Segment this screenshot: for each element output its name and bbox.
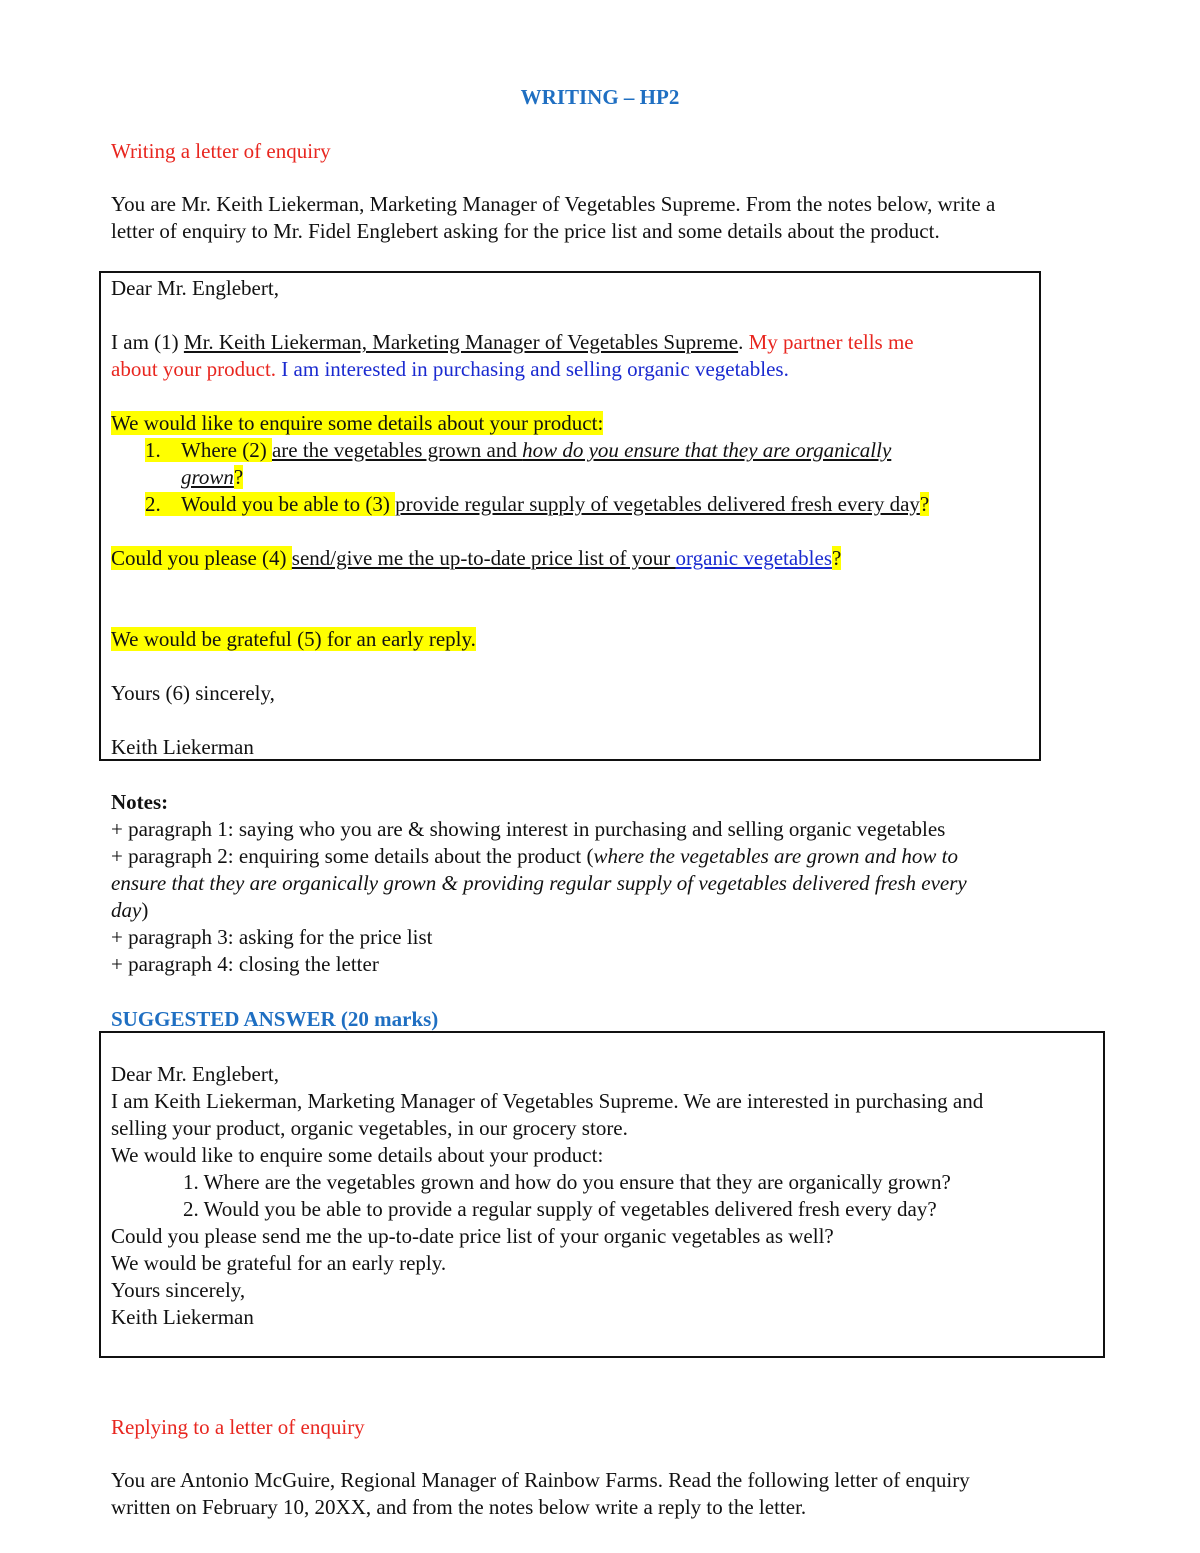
item-1-number: 1. Where (2) (145, 438, 272, 462)
suggested-line-1: Dear Mr. Englebert, (111, 1062, 279, 1086)
letter-paragraph-3 (111, 545, 841, 572)
letter-item-1-line-1 (145, 437, 891, 464)
answer-2a: are the vegetables grown and (271, 438, 523, 462)
suggested-line-2: I am Keith Liekerman, Marketing Manager of Vegetables Supreme. We are interested in purchasing and (111, 1089, 984, 1113)
highlighted-intro: We would like to enquire some details about your product: (111, 411, 604, 435)
letter-paragraph-1-line-2 (111, 356, 789, 383)
letter-item-1-line-2 (181, 464, 243, 491)
blank-label: I am (1) (111, 330, 184, 354)
letter-closing: Yours (6) sincerely, (111, 681, 275, 705)
page-title: WRITING – HP2 (520, 85, 680, 109)
letter-paragraph-2-intro (111, 410, 603, 437)
grateful-text: We would be grateful (5) for an early reply. (111, 627, 476, 651)
item-2-number: 2. Would you be able to (3) (145, 492, 396, 516)
suggested-line-7: Could you please send me the up-to-date price list of your organic vegetables as well? (111, 1224, 834, 1248)
suggested-line-10: Keith Liekerman (111, 1305, 254, 1329)
partner-text: My partner tells me (748, 330, 914, 354)
suggested-line-9: Yours sincerely, (111, 1278, 246, 1302)
letter-item-2 (145, 491, 929, 518)
suggested-line-6: 2. Would you be able to provide a regular supply of vegetables delivered fresh every day? (183, 1197, 937, 1221)
period: . (738, 330, 749, 354)
answer-1: Mr. Keith Liekerman, Marketing Manager of Vegetables Supreme (183, 330, 739, 354)
section2-intro-line-2: written on February 10, 20XX, and from the notes below write a reply to the letter. (111, 1495, 807, 1519)
partner-text-cont: about your product. (111, 357, 277, 381)
answer-4: send/give me the up-to-date price list of your (291, 546, 676, 570)
letter-salutation: Dear Mr. Englebert, (111, 276, 279, 300)
request-text: Could you please (4) (111, 546, 292, 570)
question-mark: ? (832, 546, 842, 570)
note-4: + paragraph 4: closing the letter (111, 952, 379, 976)
suggested-line-8: We would be grateful for an early reply. (111, 1251, 447, 1275)
answer-3: provide regular supply of vegetables delivered fresh every day (395, 492, 920, 516)
section-heading-reply: Replying to a letter of enquiry (111, 1415, 365, 1439)
note-2-line-1: + paragraph 2: enquiring some details about the product (where the vegetables are grown and how to (111, 844, 958, 868)
organic-vegetables-link[interactable]: organic vegetables (675, 546, 832, 570)
suggested-line-3: selling your product, organic vegetables, in our grocery store. (111, 1116, 628, 1140)
note-2-line-2: ensure that they are organically grown & providing regular supply of vegetables delivered fresh every (111, 871, 967, 895)
notes-heading: Notes: (111, 790, 169, 814)
section-intro-line-2: letter of enquiry to Mr. Fidel Englebert asking for the price list and some details about the product. (111, 219, 940, 243)
answer-2b: how do you ensure that they are organically (522, 438, 892, 462)
suggested-answer-heading: SUGGESTED ANSWER (20 marks) (111, 1007, 439, 1031)
suggested-line-5: 1. Where are the vegetables grown and how do you ensure that they are organically grown? (183, 1170, 951, 1194)
suggested-line-4: We would like to enquire some details about your product: (111, 1143, 604, 1167)
question-mark: ? (919, 492, 930, 516)
section-intro-line-1: You are Mr. Keith Liekerman, Marketing Manager of Vegetables Supreme. From the notes below, write a (111, 192, 996, 216)
note-2-line-3: day) (111, 898, 149, 922)
letter-paragraph-1-line-1 (111, 329, 914, 356)
section2-intro-line-1: You are Antonio McGuire, Regional Manager of Rainbow Farms. Read the following letter of enquiry (111, 1468, 970, 1492)
interest-text: I am interested in purchasing and selling organic vegetables. (276, 357, 789, 381)
letter-paragraph-4 (111, 626, 476, 653)
section-heading-enquiry: Writing a letter of enquiry (111, 139, 331, 163)
note-3: + paragraph 3: asking for the price list (111, 925, 433, 949)
letter-signature: Keith Liekerman (111, 735, 254, 759)
note-1: + paragraph 1: saying who you are & showing interest in purchasing and selling organic vegetables (111, 817, 946, 841)
question-mark: ? (233, 465, 244, 489)
answer-2c: grown (181, 465, 234, 489)
